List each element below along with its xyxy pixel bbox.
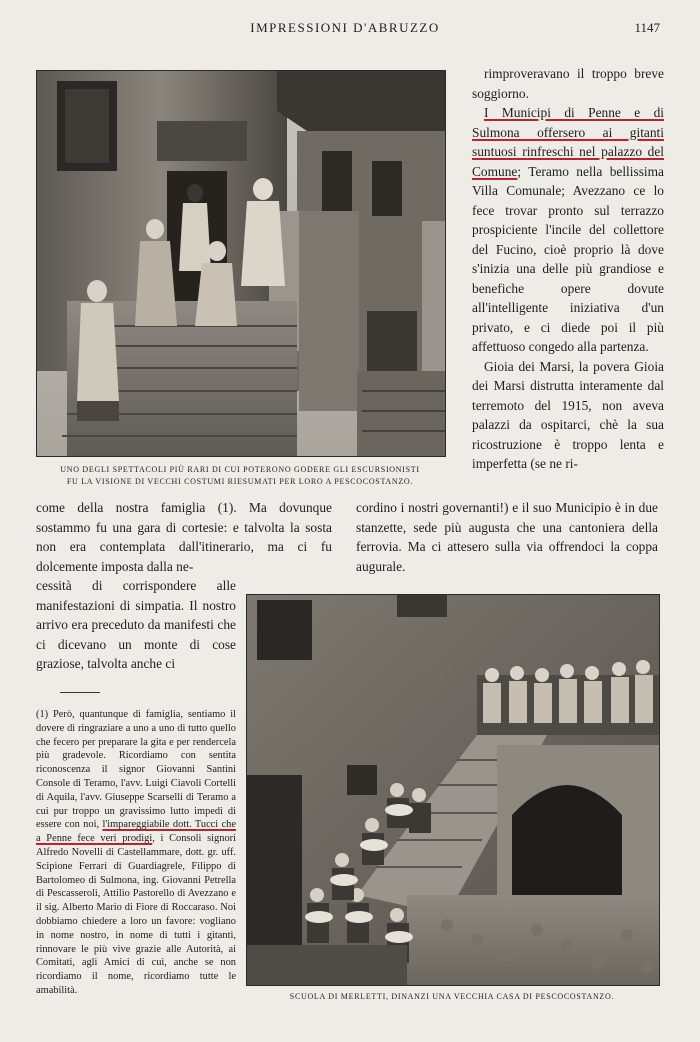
narrow-left-text: cessità di corrispondere alle manifestazioni di simpatia. Il nostro arrivo era preceduto da manifesti che ci dicevano un monte di cose graziose, talvolta anche ci (36, 578, 236, 671)
middle-left-text: come della nostra famiglia (1). Ma dovunque sostammo fu una gara di cortesie: e talvolta la sosta non era contemplata dall'itinerario, ma ci fu dolcemente imposta dalla ne- (36, 500, 332, 574)
page-number: 1147 (634, 20, 660, 35)
right-column (472, 64, 664, 474)
right-column-paragraph-2-rest: ; Teramo nella bellissima Villa Comunale; Avezzano ce lo fece trovar pronto sul terrazzo prospiciente l'incile del collettore del Fucino, cioè proprio là dove s'inizia una delle più grandiose e benefiche opere dovute all'intelligente iniziativa d'un privato, e ci diede poi il più affettuoso congedo alla partenza. (472, 163, 664, 354)
footnote-after: , i Consoli signori Alfredo Novelli di Castellammare, dott. gr. uff. Scipione Ferrari di Guardiagrele, Filippo di Bartolomeo di Sulmona, ing. Giovanni Petrella di Pescasseroli, Attilio Pastorello di Avezzano e il sig. Alberto Mario di Fiore di Roccaraso. Noi dobbiamo chiedere a loro un favore: vogliano in nome nostro, in nome di tutti i gitanti, rinnovare le più vive grazie alle Autorità, ai Comitati, agli Amici di cui, anche se non ricordiamo il nome, ricordiamo tutte le amabilità. (36, 833, 236, 996)
right-column-paragraph-1: rimproveravano il troppo breve soggiorno. (472, 66, 664, 101)
middle-right-column (356, 498, 658, 576)
middle-left-column (36, 498, 332, 576)
caption-top-line-1: UNO DEGLI SPETTACOLI PIÙ RARI DI CUI POTERONO GODERE GLI ESCURSIONISTI (60, 465, 420, 474)
right-column-paragraph-2 (472, 103, 664, 357)
underlined-municipi-text: I Municipi di Penne e di Sulmona offersero ai gitanti suntuosi rinfreschi nel palazzo del Comune (472, 105, 664, 179)
photo-costumes-stairs (36, 70, 446, 457)
running-head: IMPRESSIONI D'ABRUZZO (250, 20, 440, 35)
underlined-tucci-text: l'impareggiabile dott. Tucci che a Penne fece veri prodigi (36, 819, 236, 845)
footnote-text (36, 708, 236, 998)
narrow-left-column (36, 576, 236, 674)
photo-lace-school-image (247, 595, 659, 985)
footnote (36, 708, 236, 998)
photo-costumes-stairs-image (37, 71, 445, 456)
caption-top-line-2: FU LA VISIONE DI VECCHI COSTUMI RIESUMATI PER LORO A PESCOCOSTANZO. (66, 477, 414, 486)
caption-top-photo (36, 464, 444, 488)
caption-bottom-photo: SCUOLA DI MERLETTI, DINANZI UNA VECCHIA CASA DI PESCOCOSTANZO. (289, 992, 615, 1001)
footnote-before: (1) Però, quantunque di famiglia, sentiamo il dovere di ringraziare a uno a uno di tutto quello che fecero per preparare la gita e per rendercela più gradevole. Ricordiamo con sentita riconoscenza il signor Giovanni Santini Console di Teramo, l'avv. Luigi Ciavoli Cortelli di Aquila, l'avv. Giuseppe Scarselli di Teramo a cui pur troppo un gravissimo lutto impedì di essere con noi, (36, 709, 236, 831)
middle-right-text: cordino i nostri governanti!) e il suo Municipio è in due stanzette, sede più augusta che una cantoniera della ferrovia. Ma ci attesero sulla via offrendoci la coppa augurale. (356, 500, 658, 574)
photo-lace-school (246, 594, 660, 986)
right-column-paragraph-3: Gioia dei Marsi, la povera Gioia dei Marsi distrutta interamente dal terremoto del 1915, non aveva palazzi da ospitarci, chè la sua ricostruzione è troppo lenta e imperfetta (se ne ri- (472, 358, 664, 471)
footnote-rule (60, 692, 100, 693)
